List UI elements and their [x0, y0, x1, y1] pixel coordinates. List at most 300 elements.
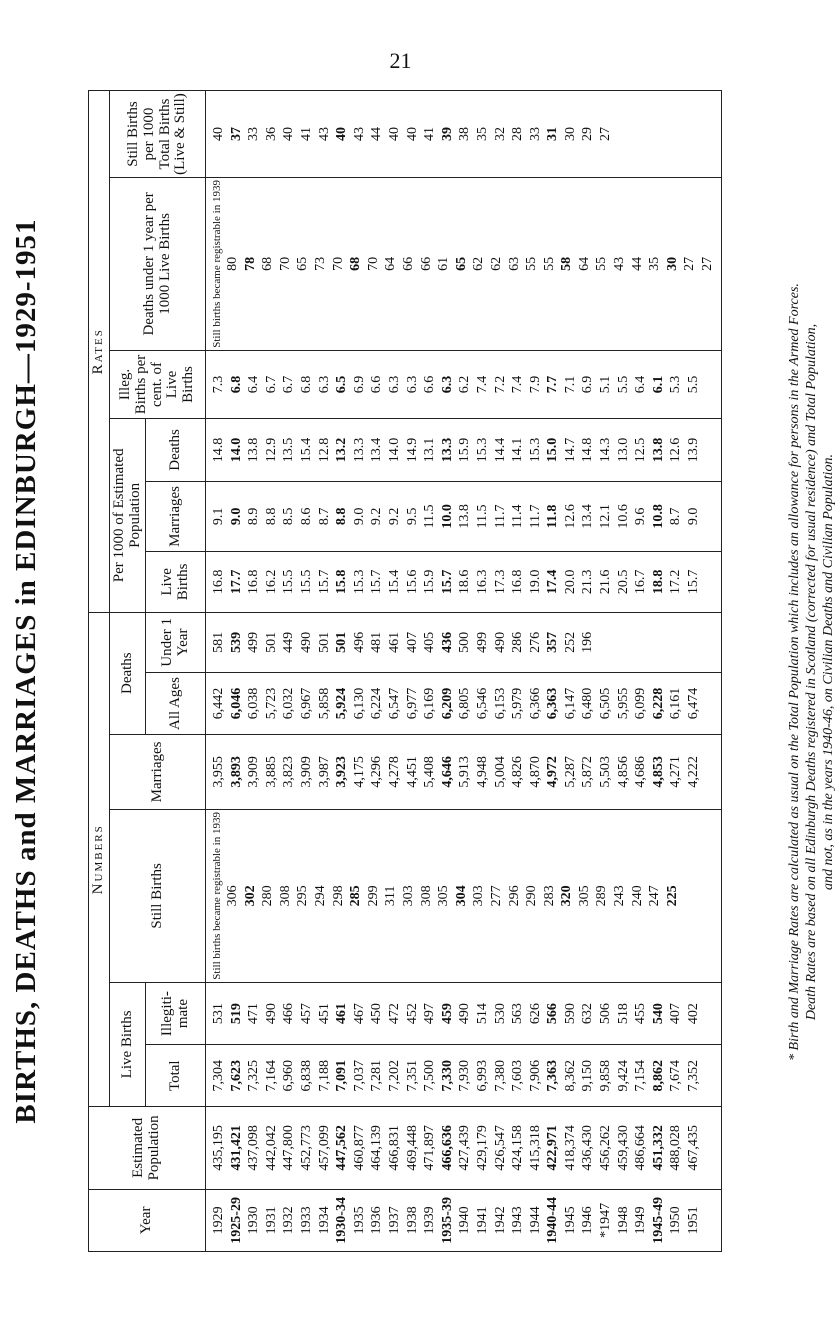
table-cell: 4,972 — [545, 756, 561, 788]
table-cell: 8.8 — [334, 507, 350, 526]
page-number: 21 — [389, 48, 412, 73]
table-cell: 13.8 — [650, 437, 666, 463]
table-cell: 6,228 — [650, 687, 666, 720]
table-cell: *1947 — [598, 1202, 614, 1238]
table-cell: 17.2 — [668, 569, 684, 595]
table-cell: 402 — [686, 1003, 702, 1025]
table-cell: 41 — [422, 127, 438, 142]
table-cell: 431,421 — [228, 1125, 244, 1171]
table-cell: 40 — [211, 127, 226, 142]
table-cell: 8.9 — [246, 507, 262, 526]
table-cell: 14.4 — [492, 437, 508, 463]
header-infant-mortality: Deaths under 1 year per 1000 Live Births — [110, 178, 206, 351]
table-cell: 7,037 — [351, 1059, 367, 1092]
table-cell: 305 — [576, 885, 592, 907]
table-cell: 1951 — [686, 1206, 702, 1235]
table-cell: 13.0 — [615, 437, 631, 463]
table-cell: 6,474 — [686, 687, 702, 720]
table-cell: 7.2 — [492, 375, 508, 394]
table-cell: 4,222 — [686, 756, 702, 788]
table-cell: 37 — [228, 127, 244, 142]
column-rate-illegitimate — [206, 350, 722, 418]
table-cell: 7,154 — [633, 1059, 649, 1092]
table-cell: 5,872 — [580, 756, 596, 788]
table-cell: 13.8 — [457, 504, 473, 529]
table-cell: 6.4 — [633, 375, 649, 394]
table-cell: 467 — [351, 1003, 367, 1025]
table-cell: 8.7 — [316, 507, 332, 526]
header-still-births: Still Births — [110, 810, 206, 983]
table-cell: 4,296 — [369, 756, 385, 788]
table-cell: 20.5 — [615, 569, 631, 595]
table-cell: 63 — [506, 256, 522, 271]
table-cell: 6,153 — [492, 687, 508, 720]
table-cell: 461 — [386, 631, 402, 653]
table-cell: 1936 — [369, 1206, 385, 1235]
table-cell: 7,674 — [668, 1059, 684, 1092]
table-cell: 456,262 — [598, 1125, 614, 1171]
table-cell: 6.3 — [386, 375, 402, 394]
table-cell: 16.8 — [246, 569, 262, 595]
table-cell: 506 — [598, 1003, 614, 1025]
table-cell: 19.0 — [527, 569, 543, 595]
table-cell: 12.8 — [316, 437, 332, 463]
table-cell: 36 — [263, 127, 279, 142]
table-cell: 451 — [316, 1003, 332, 1025]
table-cell: 3,893 — [228, 756, 244, 788]
table-cell: 6,099 — [633, 687, 649, 720]
table-cell: 9.2 — [369, 507, 385, 526]
table-cell: 1945 — [562, 1206, 578, 1235]
table-cell: 21.6 — [598, 569, 614, 595]
column-still-births — [206, 810, 722, 983]
table-cell: 6,547 — [386, 687, 402, 720]
table-cell: 276 — [527, 631, 543, 653]
table-cell: 451,332 — [650, 1125, 666, 1171]
table-cell: 15.3 — [474, 437, 490, 463]
table-cell: 15.9 — [422, 569, 438, 595]
table-cell: 17.4 — [545, 569, 561, 595]
table-cell: 11.7 — [492, 504, 508, 529]
table-cell: 280 — [260, 885, 276, 907]
table-cell: 7,623 — [228, 1059, 244, 1092]
table-cell: 247 — [647, 885, 663, 907]
table-cell: 30 — [562, 127, 578, 142]
table-cell: 62 — [488, 256, 504, 271]
table-cell: 11.5 — [474, 504, 490, 529]
table-cell: 581 — [211, 631, 226, 653]
header-still-birth-rate: Still Births per 1000 Total Births (Live & Still) — [110, 91, 206, 178]
table-cell: 12.9 — [263, 437, 279, 463]
column-marriages — [206, 734, 722, 809]
table-cell: 13.1 — [422, 437, 438, 463]
subgroup-live-births: Live Births — [110, 982, 146, 1106]
table-cell: 1943 — [510, 1206, 526, 1235]
table-cell: 43 — [612, 256, 628, 271]
table-cell: 303 — [471, 885, 487, 907]
table-cell: 29 — [580, 127, 596, 142]
table-cell: 6,032 — [281, 687, 297, 720]
table-cell: 13.3 — [351, 437, 367, 463]
table-cell: 58 — [559, 256, 575, 271]
table-cell: 55 — [541, 256, 557, 271]
table-cell: 12.5 — [633, 437, 649, 463]
table-cell: 449 — [281, 631, 297, 653]
table-cell: 459,430 — [615, 1125, 631, 1171]
table-cell: 7.4 — [510, 375, 526, 394]
table-cell: 497 — [422, 1003, 438, 1025]
table-cell: 1935 — [351, 1206, 367, 1235]
table-cell: 15.4 — [386, 569, 402, 595]
table-cell: 460,877 — [351, 1125, 367, 1171]
table-cell: 41 — [298, 127, 314, 142]
table-cell: 5,408 — [422, 756, 438, 788]
table-cell: 5.5 — [686, 375, 702, 394]
table-cell: 424,158 — [510, 1125, 526, 1171]
table-cell: 6.3 — [316, 375, 332, 394]
table-cell: 4,686 — [633, 756, 649, 788]
table-cell: 14.9 — [404, 437, 420, 463]
group-numbers: Numbers — [89, 612, 110, 1107]
table-cell: 6,838 — [298, 1059, 314, 1092]
table-cell: 302 — [242, 885, 258, 907]
table-cell: 13.3 — [439, 437, 455, 463]
table-cell: 196 — [580, 631, 596, 653]
header-rate-live-births: Live Births — [146, 552, 206, 612]
table-cell: 1937 — [386, 1206, 402, 1235]
table-cell: 13.5 — [281, 437, 297, 463]
table-cell: 1950 — [668, 1206, 684, 1235]
table-cell: 6,977 — [404, 687, 420, 720]
table-cell: 5,924 — [334, 687, 350, 720]
table-cell: 7,500 — [422, 1059, 438, 1092]
table-cell: 6,993 — [474, 1059, 490, 1092]
table-cell: 70 — [277, 256, 293, 271]
subgroup-per-1000: Per 1000 of Estimated Population — [110, 419, 146, 612]
table-cell: 32 — [492, 127, 508, 142]
table-cell: 13.2 — [334, 437, 350, 463]
table-cell: 6.7 — [263, 375, 279, 394]
table-cell: 469,448 — [404, 1125, 420, 1171]
table-cell: 65 — [295, 256, 311, 271]
table-cell: 8.7 — [668, 507, 684, 526]
table-cell: 17.3 — [492, 569, 508, 595]
table-cell: 539 — [228, 631, 244, 653]
table-cell: 308 — [277, 885, 293, 907]
table-cell: 13.4 — [580, 504, 596, 529]
table-cell: 11.5 — [422, 504, 438, 529]
table-cell: 1945-49 — [650, 1197, 666, 1244]
statistics-table — [88, 90, 722, 1252]
table-cell: 490 — [492, 631, 508, 653]
table-cell: 15.5 — [298, 569, 314, 595]
table-cell: 15.3 — [527, 437, 543, 463]
table-cell: 455 — [633, 1003, 649, 1025]
table-cell: 6,209 — [439, 687, 455, 720]
table-cell: 15.6 — [404, 569, 420, 595]
table-cell: 499 — [474, 631, 490, 653]
table-cell: 461 — [334, 1003, 350, 1025]
table-cell: 9,424 — [615, 1059, 631, 1092]
table-cell: 7,906 — [527, 1059, 543, 1092]
table-cell: 12.1 — [598, 504, 614, 529]
table-cell: 1931 — [263, 1206, 279, 1235]
table-cell: 501 — [316, 631, 332, 653]
table-cell: 437,098 — [246, 1125, 262, 1171]
table-cell: 311 — [383, 885, 399, 907]
table-cell: 7,091 — [334, 1059, 350, 1092]
table-cell: 6,366 — [527, 687, 543, 720]
page-title: BIRTHS, DEATHS and MARRIAGES in EDINBURGH—1929-1951 — [10, 218, 42, 1124]
table-cell: 501 — [334, 631, 350, 653]
table-cell: 304 — [453, 885, 469, 907]
table-cell: 14.0 — [228, 437, 244, 463]
table-cell: 55 — [524, 256, 540, 271]
table-cell: 7,281 — [369, 1059, 385, 1092]
table-cell: 320 — [559, 885, 575, 907]
table-cell: 7.9 — [527, 375, 543, 394]
table-cell: 6,546 — [474, 687, 490, 720]
table-cell: 8,362 — [562, 1059, 578, 1092]
table-cell: 16.3 — [474, 569, 490, 595]
table-cell: 499 — [246, 631, 262, 653]
table-cell: 294 — [312, 885, 328, 907]
table-cell: 7,164 — [263, 1059, 279, 1092]
table-cell: 3,955 — [211, 756, 226, 788]
table-cell: 457 — [298, 1003, 314, 1025]
table-cell: 519 — [228, 1003, 244, 1025]
table-cell: 40 — [334, 127, 350, 142]
table-cell: 277 — [488, 885, 504, 907]
table-cell: 7,930 — [457, 1059, 473, 1092]
table-cell: 1933 — [298, 1206, 314, 1235]
table-cell: 35 — [474, 127, 490, 142]
table-cell: 4,948 — [474, 756, 490, 788]
table-cell: 5,503 — [598, 756, 614, 788]
table-cell: 4,451 — [404, 756, 420, 788]
table-cell: 40 — [404, 127, 420, 142]
table-cell: 6.2 — [457, 375, 473, 394]
table-cell: 27 — [682, 256, 698, 271]
table-cell: 1930 — [246, 1206, 262, 1235]
column-live-illegitimate — [206, 982, 722, 1045]
table-cell: 20.0 — [562, 569, 578, 595]
table-cell: 9.0 — [228, 507, 244, 526]
table-cell: 5.5 — [615, 375, 631, 394]
column-rate-still — [206, 91, 722, 178]
table-cell: 68 — [260, 256, 276, 271]
table-cell: 464,139 — [369, 1125, 385, 1171]
footnote — [786, 72, 837, 1272]
table-cell: 7,603 — [510, 1059, 526, 1092]
table-cell: 16.2 — [263, 569, 279, 595]
table-cell: 6.6 — [422, 375, 438, 394]
table-cell: 4,646 — [439, 756, 455, 788]
table-cell: 407 — [404, 631, 420, 653]
header-rate-deaths: Deaths — [146, 419, 206, 481]
table-cell: 5,913 — [457, 756, 473, 788]
table-cell: 429,179 — [474, 1125, 490, 1171]
table-cell: 488,028 — [668, 1125, 684, 1171]
table-cell: 28 — [510, 127, 526, 142]
table-cell: 5,723 — [263, 687, 279, 720]
column-deaths-under-1 — [206, 612, 722, 673]
table-cell: 500 — [457, 631, 473, 653]
table-cell: 457,099 — [316, 1125, 332, 1171]
table-cell: 9.6 — [633, 507, 649, 526]
table-cell: 30 — [664, 256, 680, 271]
table-cell: 44 — [369, 127, 385, 142]
table-cell: 62 — [471, 256, 487, 271]
table-cell: 15.9 — [457, 437, 473, 463]
table-cell: 5,004 — [492, 756, 508, 788]
table-cell: 6,224 — [369, 687, 385, 720]
footnote-line: and not, as in the years 1940-46, on Civilian Deaths and Civilian Population. — [821, 454, 836, 890]
table-cell: 13.8 — [246, 437, 262, 463]
table-cell: 10.6 — [615, 504, 631, 529]
table-cell: 73 — [312, 256, 328, 271]
table-cell: 15.8 — [334, 569, 350, 595]
header-deaths-all-ages: All Ages — [146, 673, 206, 735]
table-cell: 7,352 — [686, 1059, 702, 1092]
table-cell: 7,330 — [439, 1059, 455, 1092]
table-cell: 452 — [404, 1003, 420, 1025]
table-cell: 8.8 — [263, 507, 279, 526]
table-cell: 6.7 — [281, 375, 297, 394]
table-cell: 1925-29 — [228, 1197, 244, 1244]
table-cell: 1944 — [527, 1206, 543, 1235]
table-cell: 563 — [510, 1003, 526, 1025]
table-cell: 7,351 — [404, 1059, 420, 1092]
table-cell: 35 — [647, 256, 663, 271]
table-cell: 43 — [351, 127, 367, 142]
table-cell: 6,805 — [457, 687, 473, 720]
table-cell: 289 — [594, 885, 610, 907]
column-deaths-all — [206, 673, 722, 735]
table-cell: 7.7 — [545, 375, 561, 394]
table-cell: 10.8 — [650, 504, 666, 529]
table-cell: 298 — [330, 885, 346, 907]
table-cell: 66 — [418, 256, 434, 271]
header-rate-marriages: Marriages — [146, 481, 206, 552]
table-cell: 6,442 — [211, 687, 226, 720]
table-cell: 38 — [457, 127, 473, 142]
table-cell: 6.4 — [246, 375, 262, 394]
table-cell: 6,038 — [246, 687, 262, 720]
table-cell: 283 — [541, 885, 557, 907]
table-cell: 6.9 — [580, 375, 596, 394]
table-cell: 252 — [562, 631, 578, 653]
footnote-line: Death Rates are based on all Edinburgh Deaths registered in Scotland (corrected for usual residence) and Total Population, — [804, 323, 819, 1021]
table-cell: 6.3 — [439, 375, 455, 394]
table-cell: 1948 — [615, 1206, 631, 1235]
table-cell: 14.7 — [562, 437, 578, 463]
table-cell: 12.6 — [668, 437, 684, 463]
table-cell: 626 — [527, 1003, 543, 1025]
table-cell: 481 — [369, 631, 385, 653]
table-cell: 418,374 — [562, 1125, 578, 1171]
table-cell: 240 — [629, 885, 645, 907]
table-cell: 530 — [492, 1003, 508, 1025]
column-population — [206, 1107, 722, 1190]
table-cell: 472 — [386, 1003, 402, 1025]
table-cell: 12.6 — [562, 504, 578, 529]
table-cell: 6.5 — [334, 375, 350, 394]
table-cell: 405 — [422, 631, 438, 653]
table-cell: 1942 — [492, 1206, 508, 1235]
table-cell: 7,325 — [246, 1059, 262, 1092]
table-cell: 540 — [650, 1003, 666, 1025]
header-year: Year — [89, 1189, 206, 1251]
column-rate-deaths — [206, 419, 722, 481]
table-cell: 6,967 — [298, 687, 314, 720]
table-cell: 6.8 — [228, 375, 244, 394]
column-year — [206, 1189, 722, 1251]
table-cell: 6.3 — [404, 375, 420, 394]
table-cell: 66 — [400, 256, 416, 271]
table-cell: 21.3 — [580, 569, 596, 595]
table-cell: 5,287 — [562, 756, 578, 788]
table-cell: 13.9 — [686, 437, 702, 463]
table-cell: 590 — [562, 1003, 578, 1025]
table-cell: 5,858 — [316, 687, 332, 720]
table-cell: 518 — [615, 1003, 631, 1025]
table-cell: 33 — [246, 127, 262, 142]
table-cell: 296 — [506, 885, 522, 907]
table-cell: 1939 — [422, 1206, 438, 1235]
table-cell: 9.0 — [351, 507, 367, 526]
table-cell: 6,363 — [545, 687, 561, 720]
table-cell: 471,897 — [422, 1125, 438, 1171]
table-cell: 68 — [348, 256, 364, 271]
table-cell: 18.6 — [457, 569, 473, 595]
table-cell: 7.3 — [211, 375, 226, 394]
table-cell: 450 — [369, 1003, 385, 1025]
column-live-total — [206, 1045, 722, 1107]
table-cell: 3,823 — [281, 756, 297, 788]
table-cell: 9,150 — [580, 1059, 596, 1092]
table-cell: 18.8 — [650, 569, 666, 595]
table-cell: 15.4 — [298, 437, 314, 463]
table-cell: 5,955 — [615, 687, 631, 720]
table-cell: 1938 — [404, 1206, 420, 1235]
table-cell: 1940 — [457, 1206, 473, 1235]
table-cell: 14.8 — [211, 437, 226, 463]
table-cell: 6,960 — [281, 1059, 297, 1092]
subgroup-deaths: Deaths — [110, 612, 146, 734]
table-cell: 16.7 — [633, 569, 649, 595]
header-population: Estimated Population — [89, 1107, 206, 1190]
table-cell: 1935-39 — [439, 1197, 455, 1244]
table-cell: 467,435 — [686, 1125, 702, 1171]
table-cell: 4,870 — [527, 756, 543, 788]
table-cell: 15.7 — [369, 569, 385, 595]
table-cell: 3,885 — [263, 756, 279, 788]
table-cell: 490 — [298, 631, 314, 653]
table-cell: 436,430 — [580, 1125, 596, 1171]
table-cell: 8.5 — [281, 507, 297, 526]
table-cell: 442,042 — [263, 1125, 279, 1171]
table-cell: 16.8 — [211, 569, 226, 595]
table-cell: 303 — [400, 885, 416, 907]
table-cell: 3,923 — [334, 756, 350, 788]
table-cell: 9.5 — [404, 507, 420, 526]
table-cell: 459 — [439, 1003, 455, 1025]
table-cell: 295 — [295, 885, 311, 907]
table-cell: 308 — [418, 885, 434, 907]
table-cell: 4,856 — [615, 756, 631, 788]
table-cell: 16.8 — [510, 569, 526, 595]
